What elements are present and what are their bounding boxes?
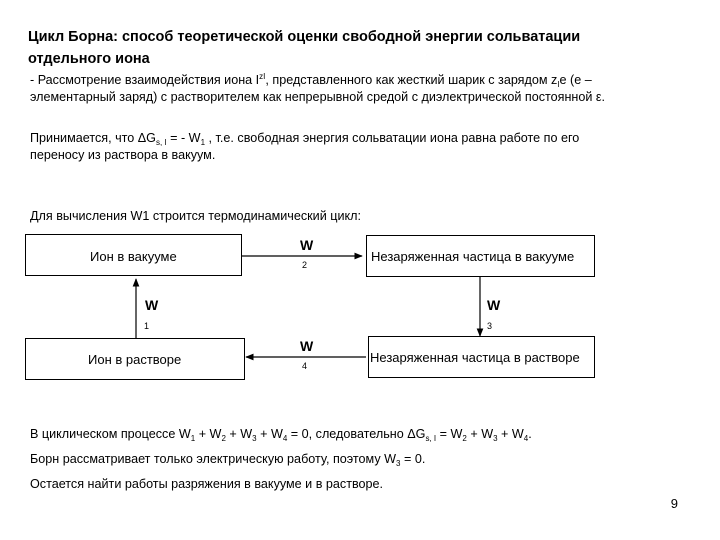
paragraph-ion-model-line-2: элементарный заряд) с растворителем как непрерывной средой с диэлектрической постоянной ε.: [30, 90, 606, 104]
text-fragment: Борн рассматривает только электрическую работу, поэтому W: [30, 452, 397, 466]
subscript: 4: [282, 434, 288, 443]
subscript: 3: [252, 434, 257, 443]
label-w1-index: 1: [144, 321, 150, 331]
label-w2: W: [300, 237, 314, 253]
paragraph-cycle-intro: Для вычисления W1 строится термодинамический цикл:: [30, 209, 361, 223]
paragraph-cycle-sum: [30, 426, 690, 443]
title-line-1: Цикл Борна: способ теоретической оценки свободной энергии сольватации: [28, 29, 581, 45]
text-fragment: - Рассмотрение взаимодействия иона I: [30, 73, 260, 87]
delta-g-subscript: s, I: [155, 138, 167, 147]
label-w1: W: [145, 297, 159, 313]
subscript: 3: [493, 434, 498, 443]
text-fragment: + W: [225, 427, 253, 441]
text-fragment: + W: [466, 427, 494, 441]
label-w3: W: [487, 297, 501, 313]
w-subscript: 1: [200, 138, 206, 147]
paragraph-born-electric: [30, 451, 690, 468]
box-ion-vacuum: [25, 234, 242, 276]
box-neutral-solution-label: Незаряженная частица в растворе: [370, 350, 580, 365]
subscript: 1: [190, 434, 196, 443]
text-fragment: = 0, следовательно ΔG: [287, 427, 426, 441]
box-neutral-vacuum-label: Незаряженная частица в вакууме: [371, 249, 575, 264]
box-neutral-vacuum: [366, 235, 595, 277]
text-fragment: Принимается, что ΔG: [30, 131, 156, 145]
subscript: 3: [396, 459, 401, 468]
subscript: 4: [523, 434, 529, 443]
charge-superscript: zI: [259, 72, 266, 81]
subscript: 2: [462, 434, 467, 443]
box-ion-solution-label: Ион в растворе: [88, 352, 182, 367]
label-w2-index: 2: [302, 260, 308, 270]
paragraph-assumption-line-2: переносу из раствора в вакуум.: [30, 148, 216, 162]
text-fragment: e (e –: [559, 73, 592, 87]
label-w4-index: 4: [302, 361, 308, 371]
title-line-2: отдельного иона: [28, 51, 150, 67]
text-fragment: + W: [195, 427, 222, 441]
box-neutral-solution: [368, 336, 595, 378]
label-w3-index: 3: [487, 321, 493, 331]
text-fragment: , т.е. свободная энергия сольватации иона равна работе по его: [205, 131, 580, 145]
subscript: 2: [221, 434, 226, 443]
label-w4: W: [300, 338, 314, 354]
box-ion-solution: [25, 338, 245, 380]
text-fragment: = - W: [166, 131, 201, 145]
text-fragment: = 0.: [400, 452, 426, 466]
ion-subscript: I: [557, 80, 560, 89]
text-fragment: = W: [436, 427, 463, 441]
text-fragment: В циклическом процессе W: [30, 427, 191, 441]
text-fragment: , представленного как жесткий шарик с зарядом z: [265, 73, 558, 87]
box-ion-vacuum-label: Ион в вакууме: [90, 249, 177, 264]
paragraph-remaining: Остается найти работы разряжения в вакууме и в растворе.: [30, 477, 384, 491]
text-fragment: + W: [497, 427, 524, 441]
text-fragment: .: [528, 427, 532, 441]
text-fragment: + W: [256, 427, 283, 441]
subscript: s, I: [425, 434, 437, 443]
page-number: 9: [670, 496, 678, 511]
